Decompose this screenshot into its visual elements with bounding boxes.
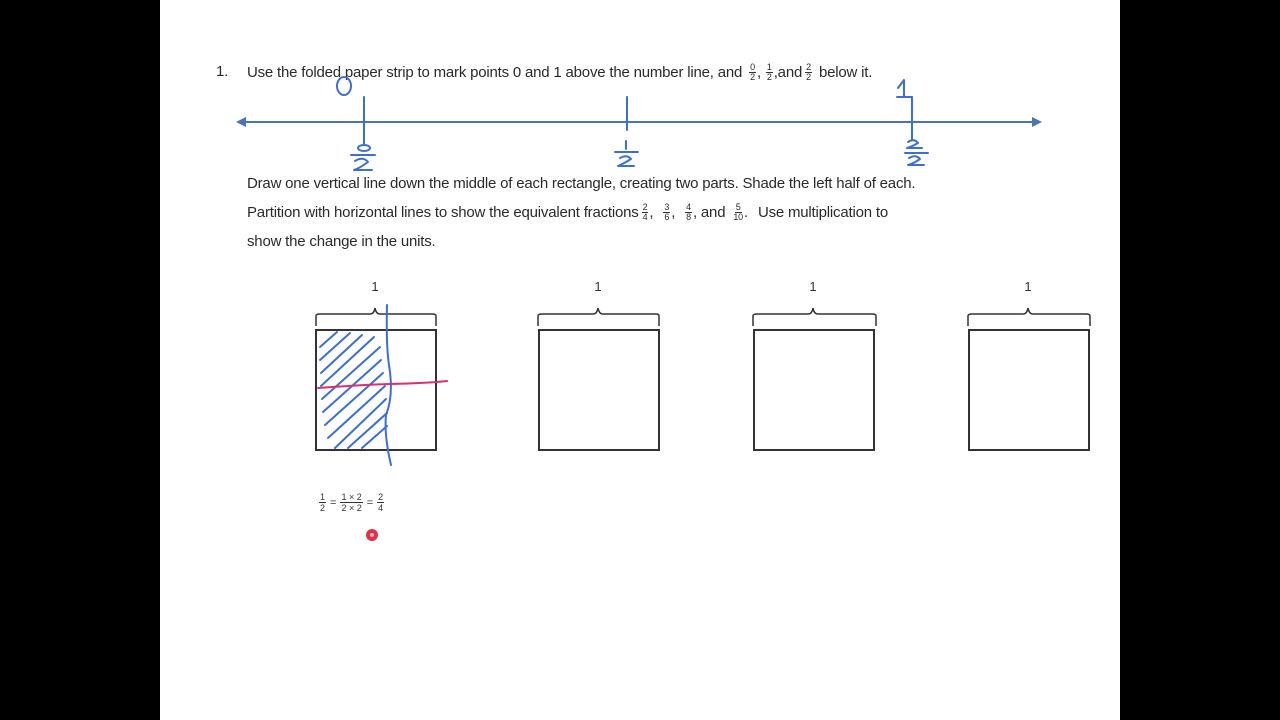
pointer-icon [364,527,380,543]
rectangle-3-label: 1 [809,279,817,294]
equivalence-equation [318,492,385,513]
brace-3 [753,308,876,326]
fraction-3-6: $\frac{3}{6}$ [664,202,670,222]
handwritten-zero [337,77,351,95]
left-half-shading [320,332,387,448]
fraction-0-2: $\frac{0}{2}$ [750,62,755,82]
handwritten-two-halves [905,140,928,165]
number-line-axis [236,117,1042,127]
fraction-2-4: $\frac{2}{4}$ [642,202,648,222]
rectangle-3 [753,329,875,451]
problem-statement: Use the folded paper strip to mark points 0 and 1 above the number line, and $\frac{0}{2}$ , $\frac{1}{2}$ ,and $\frac{2}{2}$ below it. [247,62,873,82]
rectangle-2 [538,329,660,451]
problem-text-a: Use the folded paper strip to mark points 0 and 1 above the number line, and [247,64,743,81]
equation-fraction-3: $\frac{2}{4}$ [378,492,384,513]
problem-number: 1. [216,63,229,80]
rectangle-1-label: 1 [371,279,379,294]
rectangle-2-label: 1 [594,279,602,294]
equation-fraction-1: $\frac{1}{2}$ [320,492,326,513]
fraction-2-2: $\frac{2}{2}$ [806,62,811,82]
handwritten-one-half [615,141,638,166]
instruction-line-2: Partition with horizontal lines to show the equivalent fractions $\frac{2}{4}$ , $\frac{3}{6}$ , $\frac{4}{8}$ , and $\frac{5}{10}$ . Use multiplication to [247,202,888,222]
fraction-4-8: $\frac{4}{8}$ [686,202,691,222]
instruction-line-1: Draw one vertical line down the middle of each rectangle, creating two parts. Shade the left half of each. [247,175,916,192]
problem-text-b: below it. [818,64,873,81]
equals-sign: = [366,496,374,509]
equals-sign: = [330,496,337,509]
handwritten-zero-halves [351,145,375,170]
brace-2 [538,308,659,326]
worksheet-page [160,0,1120,720]
brace-4 [968,308,1090,326]
instruction-line-3: show the change in the units. [247,233,436,250]
fraction-1-2: $\frac{1}{2}$ [766,62,772,82]
rectangle-4-label: 1 [1024,279,1032,294]
rectangle-4 [968,329,1090,451]
fraction-5-10: $\frac{5}{10}$ [733,202,743,222]
rectangle-1-annotations [310,295,450,470]
number-line [160,0,1120,180]
handwritten-one [897,80,912,97]
equation-fraction-2: $\frac{1 \times 2}{2 \times 2}$ [341,492,362,513]
